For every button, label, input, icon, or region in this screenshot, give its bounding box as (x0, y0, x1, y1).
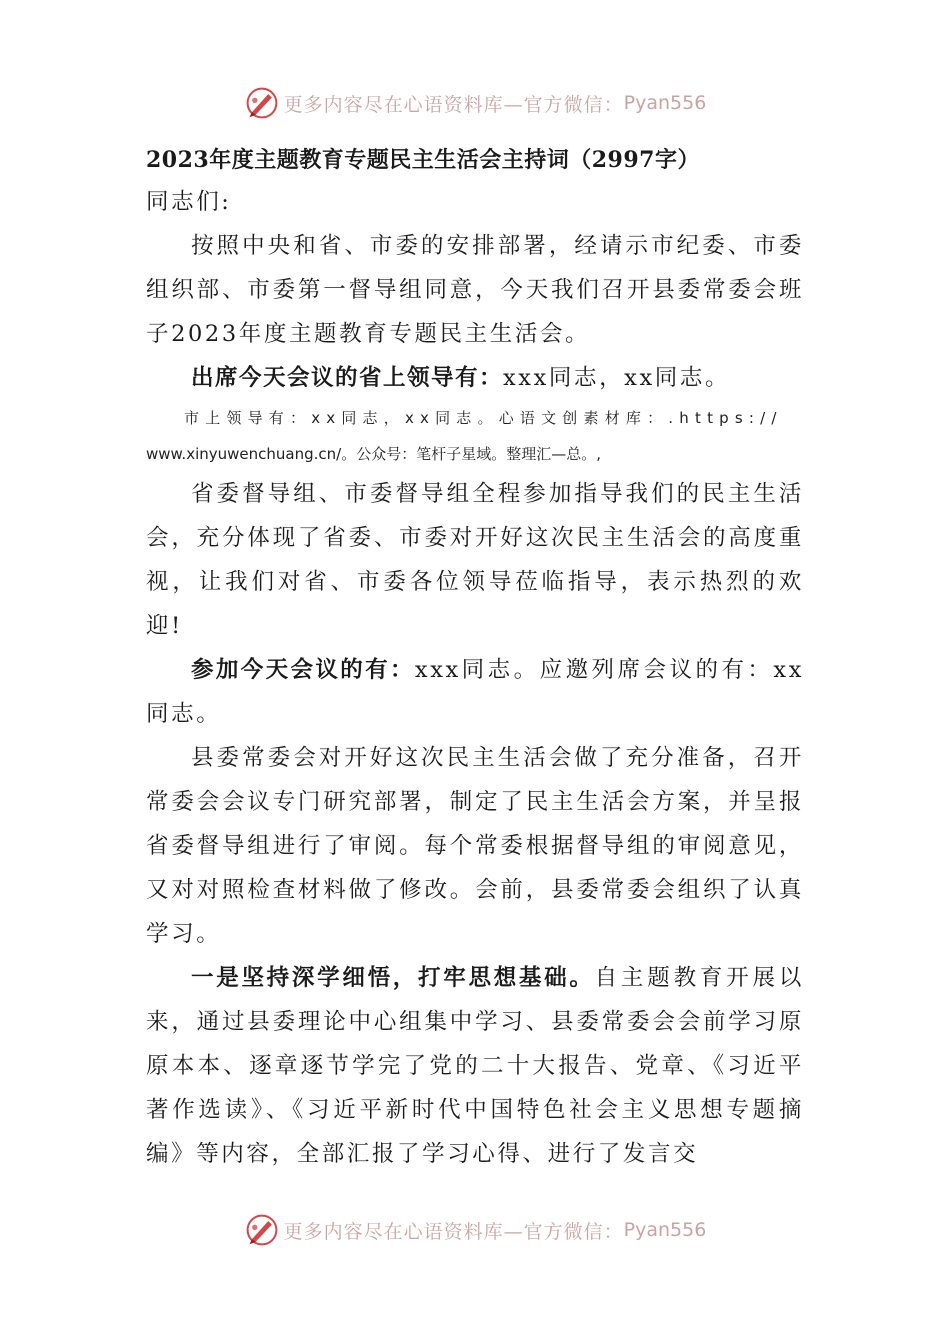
banner-text: 更多内容尽在心语资料库—官方微信： (283, 1220, 624, 1243)
banner-text: 更多内容尽在心语资料库—官方微信： (283, 93, 624, 116)
pen-logo-icon (244, 85, 280, 121)
banner-wechat-id: Pyan556 (623, 92, 707, 114)
pen-logo-icon (244, 1212, 280, 1248)
paragraph-city-leaders (146, 400, 804, 472)
footer-banner (0, 1210, 950, 1250)
header-banner (0, 83, 950, 123)
paragraph-supervision: 省委督导组、市委督导组全程参加指导我们的民主生活会，充分体现了省委、市委对开好这次民主生活会的高度重视，让我们对省、市委各位领导莅临指导，表示热烈的欢迎! (146, 481, 804, 639)
point-one-label: 一是坚持深学细悟，打牢思想基础。 (191, 965, 595, 991)
document-title: 2023年度主题教育专题民主生活会主持词（2997字） (146, 147, 700, 173)
salutation: 同志们: (146, 189, 232, 215)
city-leaders-line-2: www.xinyuwenchuang.cn/。公众号：笔杆子星域。整理汇—总。, (146, 445, 601, 463)
paragraph-preparation: 县委常委会对开好这次民主生活会做了充分准备，召开常委会会议专门研究部署，制定了民主生活会方案，并呈报省委督导组进行了审阅。每个常委根据督导组的审阅意见，又对对照检查材料做了修改。会前，县委常委会组织了认真学习。 (146, 745, 804, 947)
participants-label: 参加今天会议的有： (191, 657, 415, 683)
banner-wechat-id: Pyan556 (623, 1219, 707, 1241)
city-leaders-line-1: 市上领导有：xx同志，xx同志。心语文创素材库：.https:// (184, 409, 783, 427)
participants-text: xxx同志。应邀列席会议的有：xx同志。 (146, 657, 804, 727)
province-leaders-text: xxx同志，xx同志。 (503, 365, 731, 391)
paragraph-point-one (146, 956, 804, 1176)
document-body (146, 140, 804, 1176)
paragraph-participants (146, 648, 804, 736)
paragraph-province-leaders (146, 356, 804, 400)
province-leaders-label: 出席今天会议的省上领导有： (191, 365, 504, 391)
point-one-text: 自主题教育开展以来，通过县委理论中心组集中学习、县委常委会会前学习原原本本、逐章逐节学完了党的二十大报告、党章、《习近平著作选读》、《习近平新时代中国特色社会主义思想专题摘编》等内容，全部汇报了学习心得、进行了发言交 (146, 965, 804, 1167)
paragraph-opening: 按照中央和省、市委的安排部署，经请示市纪委、市委组织部、市委第一督导组同意，今天我们召开县委常委会班子2023年度主题教育专题民主生活会。 (146, 233, 804, 347)
